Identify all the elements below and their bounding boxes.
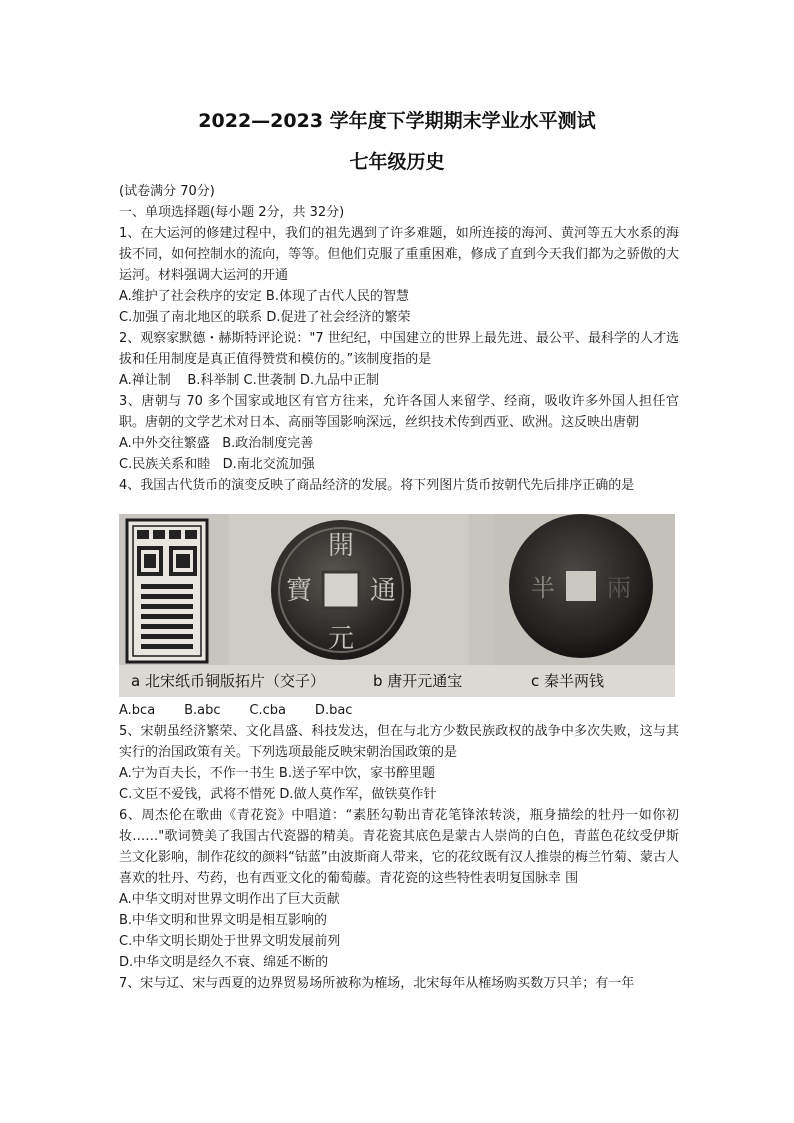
currency-figure — [119, 514, 675, 697]
caption-b: b 唐开元通宝 — [373, 672, 463, 690]
question-3-option: C.民族关系和睦 D.南北交流加强 — [119, 457, 315, 472]
question-5-option: A.宁为百夫长，不作一书生 B.送子军中饮，家书醉里题 — [119, 766, 435, 781]
exam-subject: 七年级历史 — [349, 151, 445, 173]
question-1-option: C.加强了南北地区的联系 D.促进了社会经济的繁荣 — [119, 310, 411, 325]
kaiyuan-tongbao-coin — [271, 520, 411, 660]
questions-lower — [119, 700, 679, 994]
question-4-options: A.bca B.abc C.cba D.bac — [119, 703, 353, 718]
coin-c-char-right: 兩 — [607, 574, 631, 602]
question-1: 1、在大运河的修建过程中，我们的祖先遇到了许多难题，如所连接的海河、黄河等五大水系的海拔不同，如何控制水的流向，等等。但他们克服了重重困难，修成了直到今天我们都为之骄傲的大运河。材料强调大运河的开通 — [119, 226, 679, 283]
caption-c: c 秦半两钱 — [531, 672, 605, 690]
question-5: 5、宋朝虽经济繁荣、文化昌盛、科技发达，但在与北方少数民族政权的战争中多次失败，这与其实行的治国政策有关。下列选项最能反映宋朝治国政策的是 — [119, 724, 679, 760]
coin-b-char-left: 寶 — [285, 576, 313, 606]
question-7: 7、宋与辽、宋与西夏的边界贸易场所被称为榷场，北宋每年从榷场购买数万只羊；有一年 — [119, 976, 635, 991]
question-1-option: A.维护了社会秩序的安定 B.体现了古代人民的智慧 — [119, 289, 409, 304]
question-2: 2、观察家默德・赫斯特评论说："7 世纪纪，中国建立的世界上最先进、最公平、最科学的人才选拔和任用制度是真正值得赞赏和模仿的。”该制度指的是 — [119, 331, 679, 367]
coin-b-char-bottom: 元 — [327, 624, 355, 654]
section-heading: 一、单项选择题(每小题 2分，共 32分) — [119, 205, 345, 220]
score-note: (试卷满分 70分) — [119, 184, 215, 199]
question-6-option: A.中华文明对世界文明作出了巨大贡献 — [119, 892, 340, 907]
questions-upper — [119, 181, 679, 496]
question-3-option: A.中外交往繁盛 B.政治制度完善 — [119, 436, 314, 451]
coin-c-char-left: 半 — [531, 574, 555, 602]
question-6-option: D.中华文明是经久不衰、绵延不断的 — [119, 955, 329, 970]
question-6: 6、周杰伦在歌曲《青花瓷》中唱道：“素胚勾勒出青花笔锋浓转淡，瓶身描绘的牡丹一如你初妆……"歌词赞美了我国古代瓷器的精美。青花瓷其底色是蒙古人崇尚的白色，青蓝色花纹受伊斯兰文化影响，制作花纹的颜料“钴蓝”由波斯商人带来，它的花纹既有汉人推崇的梅兰竹菊、蒙古人喜欢的牡丹、芍药，也有西亚文化的葡萄藤。青花瓷的这些特性表明复国脉幸 围 — [119, 808, 679, 886]
caption-a: a 北宋纸币铜版拓片（交子） — [131, 672, 325, 690]
coin-b-char-right: 通 — [369, 576, 397, 606]
qin-banliang-coin — [509, 514, 653, 658]
question-6-option: B.中华文明和世界文明是相互影响的 — [119, 913, 328, 928]
question-3: 3、唐朝与 70 多个国家或地区有官方往来，允许各国人来留学、经商，吸收许多外国人担任官职。唐朝的文学艺术对日本、高丽等国影响深远，丝织技术传到西亚、欧洲。这反映出唐朝 — [119, 394, 679, 430]
jiaozi-banknote-print — [127, 520, 207, 662]
exam-title: 2022—2023 学年度下学期期末学业水平测试 — [198, 110, 596, 132]
coin-b-char-top: 開 — [327, 531, 355, 561]
question-5-option: C.文臣不爱钱，武将不惜死 D.做人莫作军，做铁莫作针 — [119, 787, 437, 802]
question-6-option: C.中华文明长期处于世界文明发展前列 — [119, 934, 341, 949]
question-4: 4、我国古代货币的演变反映了商品经济的发展。将下列图片货币按朝代先后排序正确的是 — [119, 478, 635, 493]
question-2-option: A.禅让制 B.科举制 C.世袭制 D.九品中正制 — [119, 373, 379, 388]
